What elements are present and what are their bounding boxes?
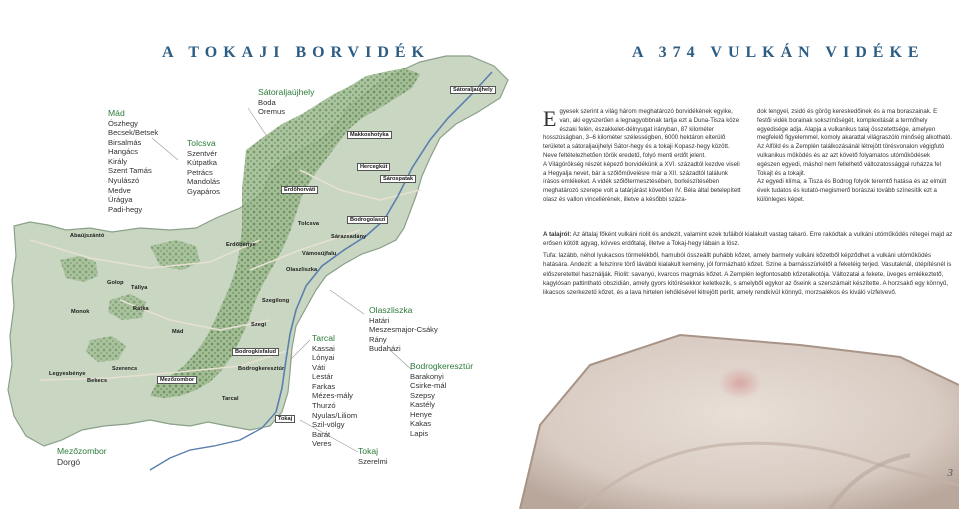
list-title-tokaj: Tokaj <box>358 446 379 456</box>
list-item: Dorgó <box>57 456 81 467</box>
list-item: Ószhegy <box>108 118 138 128</box>
town-label: Szerencs <box>112 366 138 372</box>
list-item: Henye <box>410 409 432 419</box>
article-paragraph: gyesek szerint a világ három meghatározó borvidékének egyike, van, aki egyszerűen a legnagyobbnak tartja ezt a Duna-Tisza köze északi felén, északkelet-délnyugat irányban, 87 kilométer hosszúságban, 3–6 kilométer szélességben, 6000 hektáron elterülő területet a sátoraljaújhelyi Sátor-hegy és a tokaji Kopasz-hegy között. Neve feltételezhetően török eredetű, folyó menti erdőt jelent. <box>543 108 740 159</box>
list-item: Padi-hegy <box>108 204 143 214</box>
soil-text-block <box>543 230 953 300</box>
list-item: Úrágya <box>108 195 133 205</box>
list-item: Medve <box>108 185 131 195</box>
town-label: Makkoshotyka <box>347 131 392 139</box>
page-number: 3 <box>947 467 953 479</box>
town-label: Sárospatak <box>380 175 416 183</box>
list-item: Gyapáros <box>187 186 220 196</box>
list-item: Barakonyi <box>410 371 444 381</box>
town-label: Tarcal <box>222 396 239 402</box>
town-label: Sárazsadány <box>331 234 367 240</box>
heading-volcano-region: A 374 VULKÁN VIDÉKE <box>632 44 925 61</box>
list-title-mezozombor: Mezőzombor <box>57 446 107 456</box>
town-label: Olaszliszka <box>286 267 318 273</box>
town-label: Bodrogolaszi <box>347 216 388 224</box>
list-item: Szerelmi <box>358 456 388 466</box>
heading-tokaj-wine-region: A TOKAJI BORVIDÉK <box>162 44 430 61</box>
list-item: Szil-völgy <box>312 420 345 430</box>
list-item: Rány <box>369 334 387 344</box>
list-item: Kakas <box>410 419 432 429</box>
article-column-1 <box>543 108 741 205</box>
list-item: Veres <box>312 439 332 449</box>
town-label: Szegi <box>251 322 267 328</box>
town-label: Vámosújfalu <box>302 251 337 257</box>
list-item: Lónyai <box>312 353 335 363</box>
list-item: Mézes-mály <box>312 391 353 401</box>
town-label: Tállya <box>131 285 148 291</box>
list-item: Kútpatka <box>187 158 217 168</box>
list-item: Boda <box>258 97 276 107</box>
soil-lead: A talajról: <box>543 231 572 238</box>
list-item: Nyulászó <box>108 176 140 186</box>
town-label: Abaújszántó <box>70 233 105 239</box>
list-item: Meszesmajor-Csáky <box>369 325 438 335</box>
town-label: Szegilong <box>262 298 290 304</box>
list-item: Kassai <box>312 343 335 353</box>
list-item: Király <box>108 156 127 166</box>
list-item: Birsalmás <box>108 137 142 147</box>
town-label: Golop <box>107 280 124 286</box>
list-item: Lapis <box>410 429 429 439</box>
town-label: Sátoraljaújhely <box>450 86 496 94</box>
list-bodrogkeresztur <box>410 361 473 439</box>
article-column-2 <box>757 108 953 205</box>
dropcap: E <box>543 106 557 131</box>
list-item: Szepsy <box>410 390 435 400</box>
list-item: Szentvér <box>187 148 217 158</box>
list-title-tolcsva: Tolcsva <box>187 138 216 148</box>
list-item: Nyulas/Liliom <box>312 410 358 420</box>
list-tolcsva <box>187 138 220 196</box>
article-paragraph: Az egyedi klíma, a Tisza és Bodrog folyók teremtő hatása és az elmúlt évek tudatos és kutató-megismerő borászai tovább színesítik ezt a különleges képet. <box>757 178 947 203</box>
list-tokaj <box>358 446 388 466</box>
town-label: Bodrogkisfalud <box>232 348 279 356</box>
list-title-mad: Mád <box>108 108 125 118</box>
list-item: Farkas <box>312 381 336 391</box>
list-title-bodrogkeresztur: Bodrogkeresztúr <box>410 361 474 371</box>
article-paragraph: A Világörökség részét képező borvidékünk a XVI. századtól kezdve viseli a Hegyalja nevet, bár a szőlőművelésre már a XII. századtól találunk írásos emlékeket. A vidék szőlőtermesztésében, borkészítésében meghatározó szerepe volt a tatárjárást követően IV. Béla által betelepített olasz és vallon vincellérének, illetve a későbbi száza- <box>543 160 741 203</box>
list-item: Thurzó <box>312 401 336 411</box>
list-mezozombor <box>57 446 107 467</box>
list-title-tarcal: Tarcal <box>312 333 335 343</box>
town-label: Mezőzombor <box>157 376 197 384</box>
list-item: Budaházi <box>369 344 401 354</box>
list-item: Lestár <box>312 372 334 382</box>
list-mad <box>108 108 158 214</box>
rock-texture-photo <box>500 305 959 509</box>
list-item: Mandolás <box>187 177 220 187</box>
town-label: Legyesbénye <box>49 371 86 377</box>
list-title-satoraljaujhely: Sátoraljaújhely <box>258 87 315 97</box>
list-title-olaszliszka: Olaszliszka <box>369 305 413 315</box>
town-label: Bodrogkeresztúr <box>238 366 285 372</box>
list-item: Határi <box>369 315 390 325</box>
soil-text: Az általaj főként vulkáni riolit és andezit, valamint ezek tufáiból kialakult vastag takaró. Erre rakódtak a vulkáni utóműködés rétegei majd az erősen kötött agyag, kövves erdőtalaj, illetve a Tokaj-hegy lábain a lösz. <box>543 231 953 248</box>
list-item: Szent Tamás <box>108 166 152 176</box>
list-item: Kastély <box>410 400 435 410</box>
list-satoraljaujhely <box>258 87 314 117</box>
article-paragraph: dok lengyel, zsidó és görög kereskedőinek és a ma boraszainak. E festői vidék borainak sokszínűségét, komplexitását a termőhely egyedisége adja. Alapja a vulkanikus talaj összetettsége, amelyen megfelelő figyelemmel, komoly akarattal világraszóló minőség alkotható. Az Alföld és a Zemplén találkozásánál létrejött törésvonalon végigfutó vulkanikus működés és az azt követő folyamatos utóműködések egészen egyedi, máshol nem fellelhető változatossággal ruházza fel Tokajt és a tokajit. <box>757 108 953 177</box>
town-label: Rátka <box>133 306 149 312</box>
town-label: Bekecs <box>87 378 108 384</box>
list-item: Oremus <box>258 107 286 117</box>
list-item: Becsek/Betsek <box>108 128 159 138</box>
list-item: Barát <box>312 429 331 439</box>
list-item: Petrács <box>187 167 213 177</box>
town-label: Hercegkút <box>357 163 390 171</box>
soil-paragraph <box>543 230 953 249</box>
list-olaszliszka <box>369 305 438 354</box>
list-tarcal <box>312 333 357 449</box>
town-label: Tolcsva <box>298 221 320 227</box>
rock-paragraph: Tufa: lazább, néhol lyukacsos törmelékből, hamuból összeállt puhább kőzet, amely barmely vulkáni kőzetből képződhet a vulkáni utóműködés hatására. Andezit: a felszínre törő lávából kialakult kemény, jól formázható kőzet. Színe a barnásszürkétől a feketéig terjed. Vasutaknál, útépítésnél is előszeretettel használják. Riolit: savanyú, kvarcos magmás kőzet. A Zemplén legfontosabb kőzetalkotója. Változatai a fekete, üveges emlékeztető, kagylósan pattintható obszidián, amely gyors kitörésekkor keletkezik, s amelyből egykor az őseink a szerszámait készítette. A horzsakő egy könnyű, likacsos szerkezetű kőzet, és a lava hirtelen lehűlésével létrejött perlit, amely rendkívül könnyű, morzsalékos és kiváló vízfelvevő. <box>543 251 952 297</box>
town-label: Mád <box>172 329 184 335</box>
town-label: Erdőhorváti <box>281 186 318 194</box>
list-item: Hangács <box>108 147 138 157</box>
list-item: Váti <box>312 362 326 372</box>
list-item: Csirke-mál <box>410 381 447 391</box>
town-label: Tokaj <box>275 415 295 423</box>
town-label: Monok <box>71 309 90 315</box>
town-label: Erdőbénye <box>226 242 256 248</box>
